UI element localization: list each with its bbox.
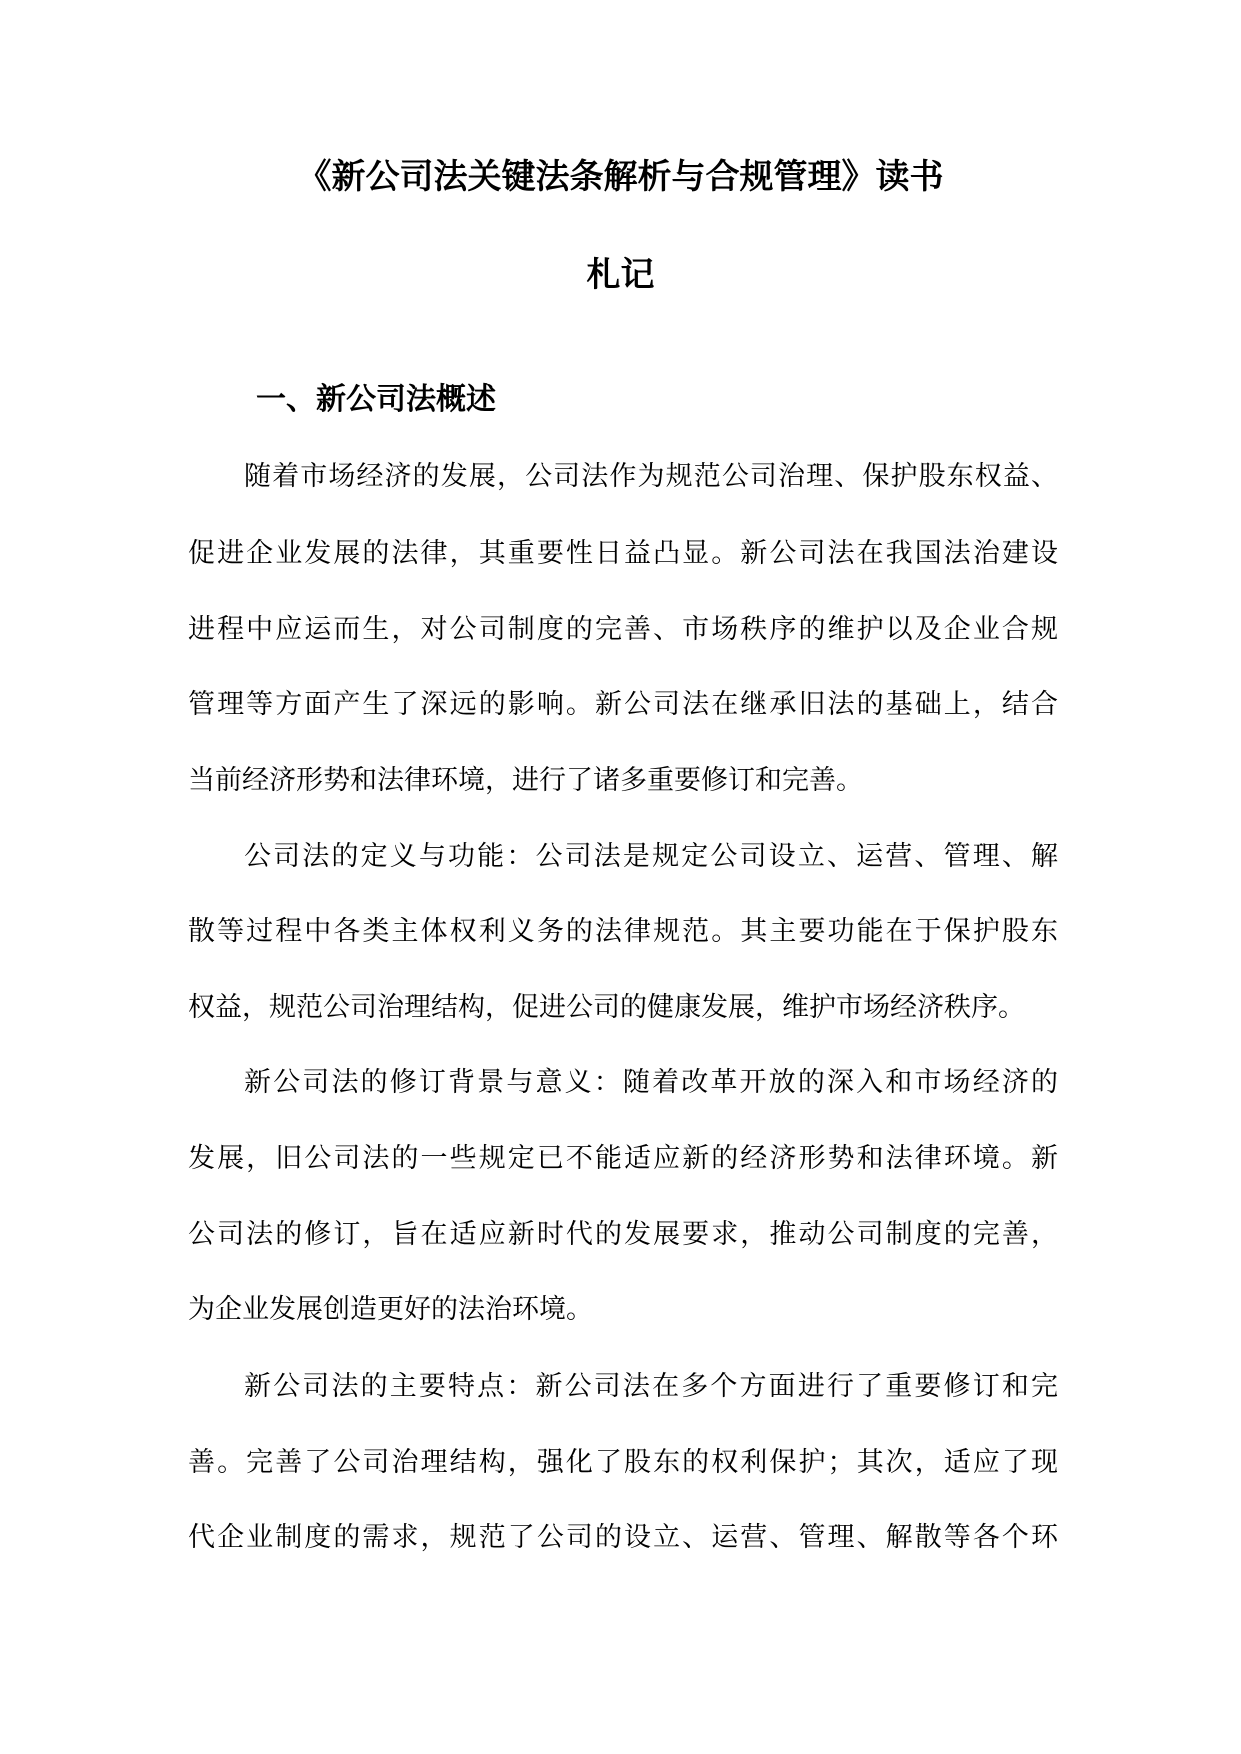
paragraph-line: 代企业制度的需求，规范了公司的设立、运营、管理、解散等各个环 [188,1522,1058,1553]
paragraph-line: 新公司法的主要特点：新公司法在多个方面进行了重要修订和完 [244,1371,1058,1402]
paragraph-line: 为企业发展创造更好的法治环境。 [188,1294,593,1325]
section-heading: 一、新公司法概述 [256,382,496,417]
paragraph-line: 公司法的修订，旨在适应新时代的发展要求，推动公司制度的完善， [188,1219,1058,1250]
paragraph-line: 当前经济形势和法律环境，进行了诸多重要修订和完善。 [188,765,863,796]
document-title-line-1: 《新公司法关键法条解析与合规管理》读书 [297,157,944,197]
document-title-line-2: 札记 [586,255,655,295]
paragraph-line: 随着市场经济的发展，公司法作为规范公司治理、保护股东权益、 [244,461,1058,492]
paragraph-line: 权益，规范公司治理结构，促进公司的健康发展，维护市场经济秩序。 [188,992,1025,1023]
paragraph-line: 进程中应运而生，对公司制度的完善、市场秩序的维护以及企业合规 [188,614,1058,645]
paragraph-line: 公司法的定义与功能：公司法是规定公司设立、运营、管理、解 [244,841,1058,872]
paragraph-line: 促进企业发展的法律，其重要性日益凸显。新公司法在我国法治建设 [188,538,1058,569]
paragraph-line: 发展，旧公司法的一些规定已不能适应新的经济形势和法律环境。新 [188,1143,1058,1174]
paragraph-line: 散等过程中各类主体权利义务的法律规范。其主要功能在于保护股东 [188,916,1058,947]
paragraph-line: 管理等方面产生了深远的影响。新公司法在继承旧法的基础上，结合 [188,689,1058,720]
paragraph-line: 新公司法的修订背景与意义：随着改革开放的深入和市场经济的 [244,1067,1058,1098]
paragraph-line: 善。完善了公司治理结构，强化了股东的权利保护；其次，适应了现 [188,1447,1058,1478]
